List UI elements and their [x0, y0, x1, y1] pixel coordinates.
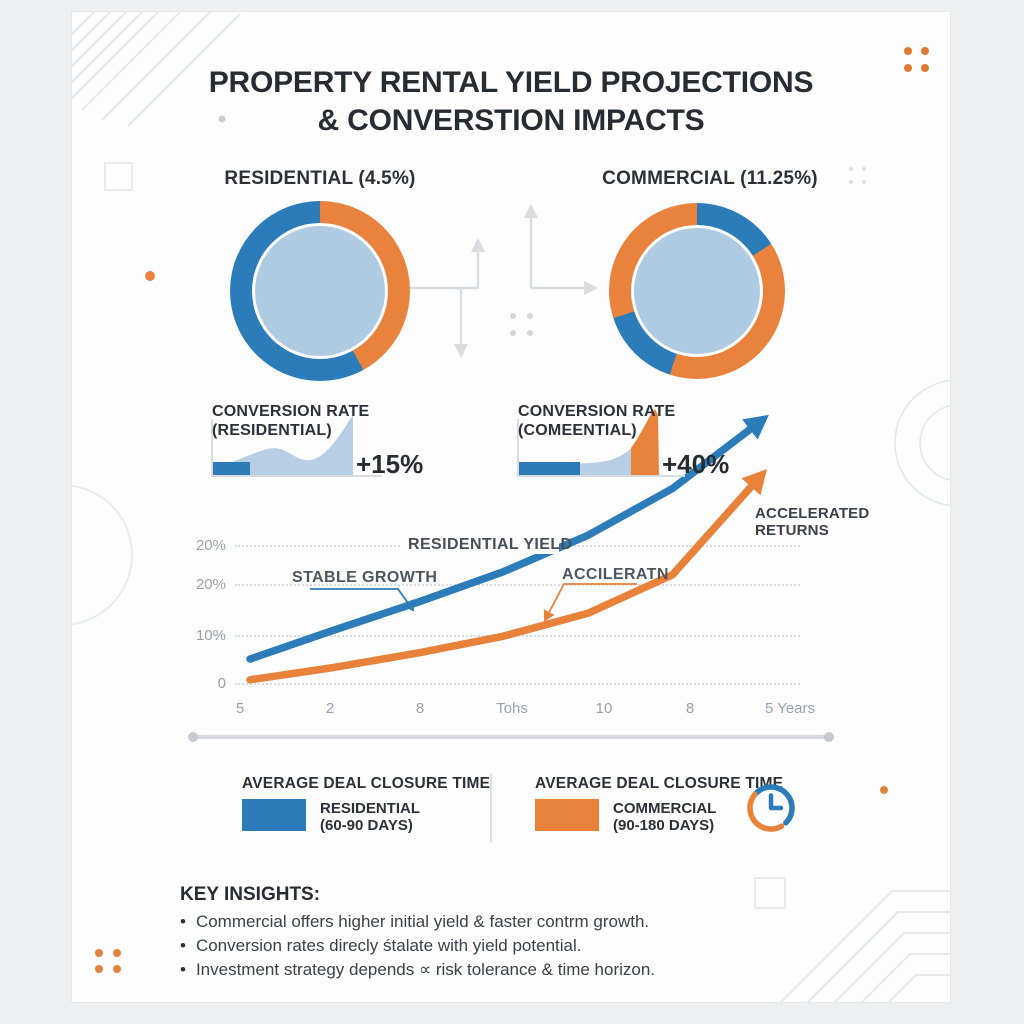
key-insight-text: Conversion rates direcly śtalate with yield potential.	[195, 936, 582, 955]
y-tick-label: 0	[217, 675, 226, 692]
y-tick-label: 10%	[195, 627, 226, 644]
clock-icon	[744, 781, 798, 835]
x-tick-label: 5 Years	[764, 700, 816, 717]
x-tick-label: 8	[685, 700, 695, 717]
axis-arrow-heads-1	[454, 238, 485, 358]
residential-yield-line-label: RESIDENTIAL YIELD	[402, 536, 559, 554]
key-insight-text: Commercial offers higher initial yield & faster contrm growth.	[195, 912, 650, 931]
bullet-dot: •	[180, 936, 186, 955]
commercial-donut-label: COMMERCIAL (11.25%)	[602, 168, 818, 189]
y-tick-label: 20%	[195, 576, 226, 593]
accelerated-returns-label	[755, 505, 869, 539]
acceleration-callout-label: ACCILERATN	[562, 566, 669, 583]
page-title	[72, 64, 950, 140]
commercial-conversion-title-line1: CONVERSION RATE	[518, 403, 676, 420]
key-insight-item	[180, 934, 800, 958]
commercial-area-shape	[580, 449, 631, 477]
legend-commercial-title: AVERAGE DEAL CLOSURE TIME	[535, 775, 784, 792]
y-tick-label: 20%	[195, 537, 226, 554]
residential-legend-label-line1: RESIDENTIAL	[320, 800, 421, 817]
bullet-dot: •	[180, 960, 186, 979]
orange-dot-left	[145, 271, 155, 281]
x-tick-label: 8	[415, 700, 425, 717]
key-insight-text: Investment strategy depends ∝ risk tolerance & time horizon.	[195, 960, 656, 979]
concentric-circle-inner	[920, 405, 950, 481]
commercial-conversion-delta: +40%	[662, 449, 730, 479]
residential-conversion-delta: +15%	[356, 449, 424, 479]
circuit-lines-bottom-right	[781, 891, 950, 1002]
concentric-circle-outer	[895, 380, 950, 506]
residential-legend-swatch	[242, 799, 306, 831]
residential-baseline-bar	[212, 462, 250, 476]
x-tick-label: Tohs	[496, 700, 528, 717]
gridline-4	[235, 683, 800, 685]
residential-donut-center	[252, 223, 388, 359]
residential-conversion-title	[212, 402, 369, 440]
commercial-conversion-title-line2: (COMEENTIAL)	[518, 422, 637, 439]
x-tick-label: 2	[325, 700, 335, 717]
legend-residential-title: AVERAGE DEAL CLOSURE TIME	[242, 775, 491, 792]
timeline-divider	[188, 732, 834, 742]
key-insight-item	[180, 910, 800, 934]
residential-donut-chart	[230, 201, 410, 381]
axis-arrow-heads-2	[524, 204, 598, 295]
gridline-3	[235, 635, 800, 637]
circle-outline-left-edge	[72, 485, 132, 625]
residential-legend-label-line2: (60-90 DAYS)	[320, 817, 413, 834]
commercial-conversion-title	[518, 402, 675, 440]
x-tick-label: 5	[235, 700, 245, 717]
key-insights-list	[180, 910, 800, 982]
key-insight-item	[180, 958, 800, 982]
page-title-line2: & CONVERSTION IMPACTS	[317, 104, 705, 137]
orange-dot-grid-bottom-left	[95, 949, 121, 973]
bullet-dot: •	[180, 912, 186, 931]
commercial-donut-chart	[609, 203, 785, 379]
commercial-legend-label-line1: COMMERCIAL	[613, 800, 717, 817]
accelerated-returns-line2: RETURNS	[755, 522, 829, 539]
residential-legend-label	[320, 800, 420, 834]
commercial-legend-label-line2: (90-180 DAYS)	[613, 817, 715, 834]
infographic-card	[72, 12, 950, 1002]
x-tick-label: 10	[595, 700, 613, 717]
residential-conversion-title-line2: (RESIDENTIAL)	[212, 422, 332, 439]
commercial-baseline-bar	[518, 462, 580, 476]
commercial-legend-label	[613, 800, 716, 834]
commercial-donut-center	[631, 225, 763, 357]
axis-arrow-doodle-2	[531, 216, 586, 288]
square-outline-bottom-right	[755, 878, 785, 908]
stable-growth-callout-label: STABLE GROWTH	[292, 569, 438, 586]
gray-dot-grid-center	[510, 313, 533, 336]
legend-divider	[490, 773, 492, 843]
square-outline-left	[105, 163, 132, 190]
commercial-legend-swatch	[535, 799, 599, 831]
key-insights-heading: KEY INSIGHTS:	[180, 884, 321, 905]
page-title-line1: PROPERTY RENTAL YIELD PROJECTIONS	[208, 66, 814, 99]
residential-conversion-title-line1: CONVERSION RATE	[212, 403, 370, 420]
residential-donut-label: RESIDENTIAL (4.5%)	[224, 168, 416, 189]
orange-dot-right	[880, 786, 888, 794]
accelerated-returns-line1: ACCELERATED	[755, 505, 870, 522]
gray-dot-grid-right	[849, 167, 866, 184]
